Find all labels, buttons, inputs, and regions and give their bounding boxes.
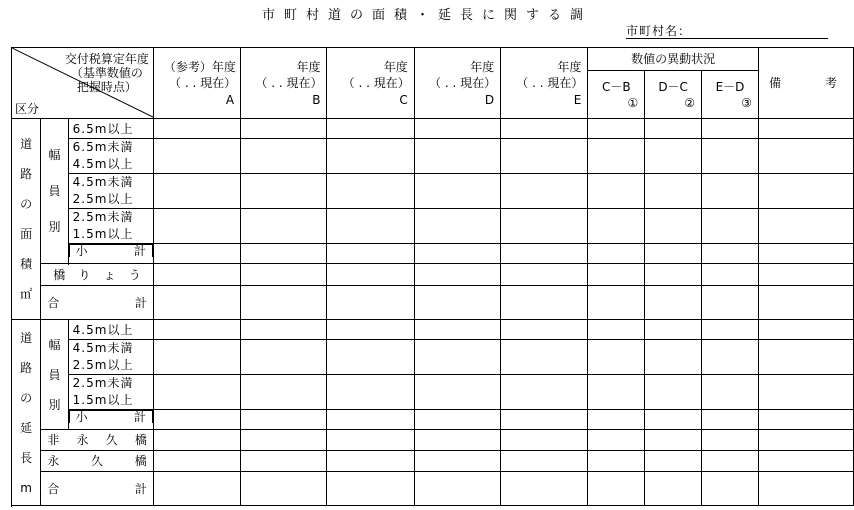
cell[interactable]: [758, 410, 853, 430]
cell[interactable]: [501, 244, 588, 264]
cell[interactable]: [758, 119, 853, 139]
cell[interactable]: [414, 209, 500, 244]
cell[interactable]: [327, 286, 414, 320]
change-status-header: 数値の異動状況: [588, 48, 759, 71]
width-char: 員: [48, 367, 61, 382]
width-char: 幅: [48, 337, 61, 352]
cell[interactable]: [758, 244, 853, 264]
cell[interactable]: [327, 340, 414, 375]
cell[interactable]: [414, 410, 500, 430]
cell[interactable]: [645, 410, 702, 430]
col-b-letter: B: [312, 93, 321, 107]
cell[interactable]: [758, 264, 853, 286]
cell[interactable]: [702, 430, 759, 451]
width-char: 員: [48, 184, 61, 198]
col-header-a: [153, 48, 240, 119]
remarks-header: 備 考: [758, 48, 853, 119]
cell[interactable]: [153, 174, 240, 209]
cell[interactable]: [327, 375, 414, 410]
cell[interactable]: [758, 286, 853, 320]
area-group-label: [12, 119, 41, 320]
area-width-label: [41, 119, 68, 264]
cell[interactable]: [414, 139, 500, 174]
area-row-label: 4.5m未満 2.5m以上: [68, 174, 153, 209]
cell[interactable]: [758, 174, 853, 209]
col-c-asof: （ . . 現在）: [342, 76, 410, 90]
cell[interactable]: [327, 209, 414, 244]
cell[interactable]: [414, 472, 500, 506]
cell[interactable]: [327, 174, 414, 209]
cell[interactable]: [702, 472, 759, 506]
cell[interactable]: [414, 174, 500, 209]
cell[interactable]: [327, 139, 414, 174]
cell[interactable]: [501, 472, 588, 506]
cell[interactable]: [414, 430, 500, 451]
cell[interactable]: [588, 340, 645, 375]
cell[interactable]: [241, 410, 327, 430]
cell[interactable]: [702, 244, 759, 264]
cell[interactable]: [327, 430, 414, 451]
area-bridge-label: 橋 り ょ う: [41, 264, 154, 286]
cell[interactable]: [414, 375, 500, 410]
col-header-c: [327, 48, 414, 119]
cell[interactable]: [588, 209, 645, 244]
corner-line-2: （基準数値の: [70, 66, 143, 80]
ed-number: ③: [741, 95, 752, 110]
cell[interactable]: [241, 174, 327, 209]
cell[interactable]: [414, 244, 500, 264]
cell[interactable]: [153, 410, 240, 430]
area-row-label: 6.5m以上: [68, 119, 153, 139]
cell[interactable]: [758, 340, 853, 375]
col-a-letter: A: [225, 93, 235, 107]
kubun-label: 区分: [15, 102, 40, 116]
cell[interactable]: [758, 209, 853, 244]
cell[interactable]: [414, 451, 500, 472]
col-header-cb: [588, 71, 645, 119]
length-row-label: 2.5m未満 1.5m以上: [68, 375, 153, 410]
cell[interactable]: [414, 119, 500, 139]
cell[interactable]: [758, 472, 853, 506]
cell[interactable]: [702, 451, 759, 472]
road-survey-table: [11, 47, 854, 506]
area-char: 路: [20, 167, 33, 181]
col-a-year: （参考）年度: [163, 60, 236, 74]
cb-number: ①: [627, 95, 639, 110]
cell[interactable]: [241, 451, 327, 472]
area-subtotal-label: 小 計: [69, 244, 153, 257]
length-char: 延: [20, 420, 33, 435]
cell[interactable]: [241, 119, 327, 139]
cell[interactable]: [414, 340, 500, 375]
area-char: 積: [20, 257, 33, 271]
cell[interactable]: [153, 244, 240, 264]
cell[interactable]: [327, 320, 414, 340]
cell[interactable]: [327, 244, 414, 264]
cell[interactable]: [241, 375, 327, 410]
cell[interactable]: [702, 286, 759, 320]
area-char: 道: [20, 137, 33, 151]
dc-number: ②: [684, 95, 696, 110]
col-d-letter: D: [484, 93, 495, 107]
length-subtotal-label: 小 計: [69, 410, 153, 423]
corner-line-3: 把握時点）: [76, 80, 137, 94]
col-header-d: [414, 48, 500, 119]
cell[interactable]: [501, 430, 588, 451]
cell[interactable]: [588, 320, 645, 340]
cell[interactable]: [645, 340, 702, 375]
length-char: m: [20, 480, 32, 495]
cell[interactable]: [588, 451, 645, 472]
perm-bridge-label: 永 久 橋: [41, 451, 154, 472]
cell[interactable]: [645, 375, 702, 410]
cell[interactable]: [588, 286, 645, 320]
dc-label: D－C: [658, 79, 688, 94]
cell[interactable]: [501, 209, 588, 244]
col-b-asof: （ . . 現在）: [255, 76, 323, 90]
cell[interactable]: [501, 340, 588, 375]
width-char: 幅: [48, 148, 61, 162]
cell[interactable]: [645, 451, 702, 472]
cell[interactable]: [501, 375, 588, 410]
cell[interactable]: [153, 264, 240, 286]
col-e-letter: E: [573, 93, 582, 107]
cell[interactable]: [758, 451, 853, 472]
document-title: 市町村道の面積・延長に関する調: [261, 8, 592, 23]
corner-header-text: [65, 52, 149, 94]
cell[interactable]: [241, 139, 327, 174]
col-d-asof: （ . . 現在）: [429, 76, 497, 90]
cell[interactable]: [414, 286, 500, 320]
cell[interactable]: [241, 209, 327, 244]
col-header-b: [241, 48, 327, 119]
cell[interactable]: [588, 375, 645, 410]
cell[interactable]: [241, 264, 327, 286]
col-header-dc: [645, 71, 702, 119]
cell[interactable]: [702, 320, 759, 340]
cell[interactable]: [645, 244, 702, 264]
cell[interactable]: [588, 119, 645, 139]
cell[interactable]: [645, 264, 702, 286]
length-total-label: 合 計: [41, 472, 154, 506]
cell[interactable]: [414, 264, 500, 286]
width-char: 別: [48, 220, 61, 234]
cell[interactable]: [702, 375, 759, 410]
cell[interactable]: [702, 264, 759, 286]
cell[interactable]: [241, 340, 327, 375]
cell[interactable]: [241, 472, 327, 506]
col-d-year: 年度: [470, 60, 495, 74]
cell[interactable]: [702, 340, 759, 375]
length-char: 長: [20, 450, 33, 465]
cell[interactable]: [153, 119, 240, 139]
length-row-label: 4.5m以上: [68, 320, 153, 340]
cell[interactable]: [645, 472, 702, 506]
cell[interactable]: [588, 264, 645, 286]
cell[interactable]: [327, 264, 414, 286]
cell[interactable]: [645, 430, 702, 451]
col-e-asof: （ . . 現在）: [516, 76, 584, 90]
cell[interactable]: [241, 320, 327, 340]
length-char: 路: [20, 360, 33, 375]
cell[interactable]: [153, 286, 240, 320]
corner-header-cell: [12, 48, 154, 119]
cell[interactable]: [645, 209, 702, 244]
cell[interactable]: [758, 375, 853, 410]
cell[interactable]: [645, 119, 702, 139]
cell[interactable]: [645, 286, 702, 320]
col-header-ed: [702, 71, 759, 119]
cell[interactable]: [758, 320, 853, 340]
cell[interactable]: [153, 320, 240, 340]
cell[interactable]: [414, 320, 500, 340]
length-group-label: [12, 320, 41, 506]
cell[interactable]: [501, 139, 588, 174]
cell[interactable]: [153, 451, 240, 472]
cell[interactable]: [645, 320, 702, 340]
cell[interactable]: [153, 472, 240, 506]
cell[interactable]: [588, 174, 645, 209]
cell[interactable]: [588, 430, 645, 451]
cb-label: C－B: [601, 79, 631, 94]
area-row-label: 2.5m未満 1.5m以上: [68, 209, 153, 244]
cell[interactable]: [702, 174, 759, 209]
cell[interactable]: [327, 119, 414, 139]
cell[interactable]: [153, 209, 240, 244]
cell[interactable]: [241, 286, 327, 320]
col-c-letter: C: [399, 93, 408, 107]
cell[interactable]: [501, 174, 588, 209]
col-e-year: 年度: [557, 60, 582, 74]
col-c-year: 年度: [383, 60, 408, 74]
area-row-label: 6.5m未満 4.5m以上: [68, 139, 153, 174]
cell[interactable]: [702, 119, 759, 139]
cell[interactable]: [501, 320, 588, 340]
length-char: 道: [20, 330, 33, 345]
cell[interactable]: [588, 410, 645, 430]
cell[interactable]: [153, 340, 240, 375]
col-header-e: [501, 48, 588, 119]
col-b-year: 年度: [296, 60, 321, 74]
cell[interactable]: [588, 139, 645, 174]
width-char: 別: [48, 397, 61, 412]
cell[interactable]: [758, 139, 853, 174]
cell[interactable]: [501, 119, 588, 139]
municipality-name-field[interactable]: 市町村名：: [626, 22, 828, 39]
cell[interactable]: [327, 472, 414, 506]
cell[interactable]: [153, 430, 240, 451]
length-width-label: [41, 320, 68, 430]
ed-label: E－D: [715, 79, 745, 94]
cell[interactable]: [702, 209, 759, 244]
area-char: の: [20, 197, 33, 211]
cell[interactable]: [501, 264, 588, 286]
area-char: 面: [20, 227, 33, 241]
cell[interactable]: [758, 430, 853, 451]
length-char: の: [20, 390, 33, 405]
col-a-asof: （ . . 現在）: [169, 76, 237, 90]
cell[interactable]: [327, 410, 414, 430]
area-total-label: 合 計: [41, 286, 154, 320]
nonperm-bridge-label: 非 永 久 橋: [41, 430, 154, 451]
cell[interactable]: [702, 139, 759, 174]
cell[interactable]: [501, 286, 588, 320]
cell[interactable]: [588, 244, 645, 264]
corner-line-1: 交付税算定年度: [64, 52, 149, 66]
cell[interactable]: [241, 430, 327, 451]
cell[interactable]: [241, 244, 327, 264]
cell[interactable]: [645, 139, 702, 174]
length-row-label: 4.5m未満 2.5m以上: [68, 340, 153, 375]
cell[interactable]: [702, 410, 759, 430]
area-char: ㎡: [20, 287, 33, 301]
cell[interactable]: [153, 139, 240, 174]
cell[interactable]: [645, 174, 702, 209]
cell[interactable]: [588, 472, 645, 506]
cell[interactable]: [327, 451, 414, 472]
cell[interactable]: [501, 410, 588, 430]
cell[interactable]: [153, 375, 240, 410]
cell[interactable]: [501, 451, 588, 472]
